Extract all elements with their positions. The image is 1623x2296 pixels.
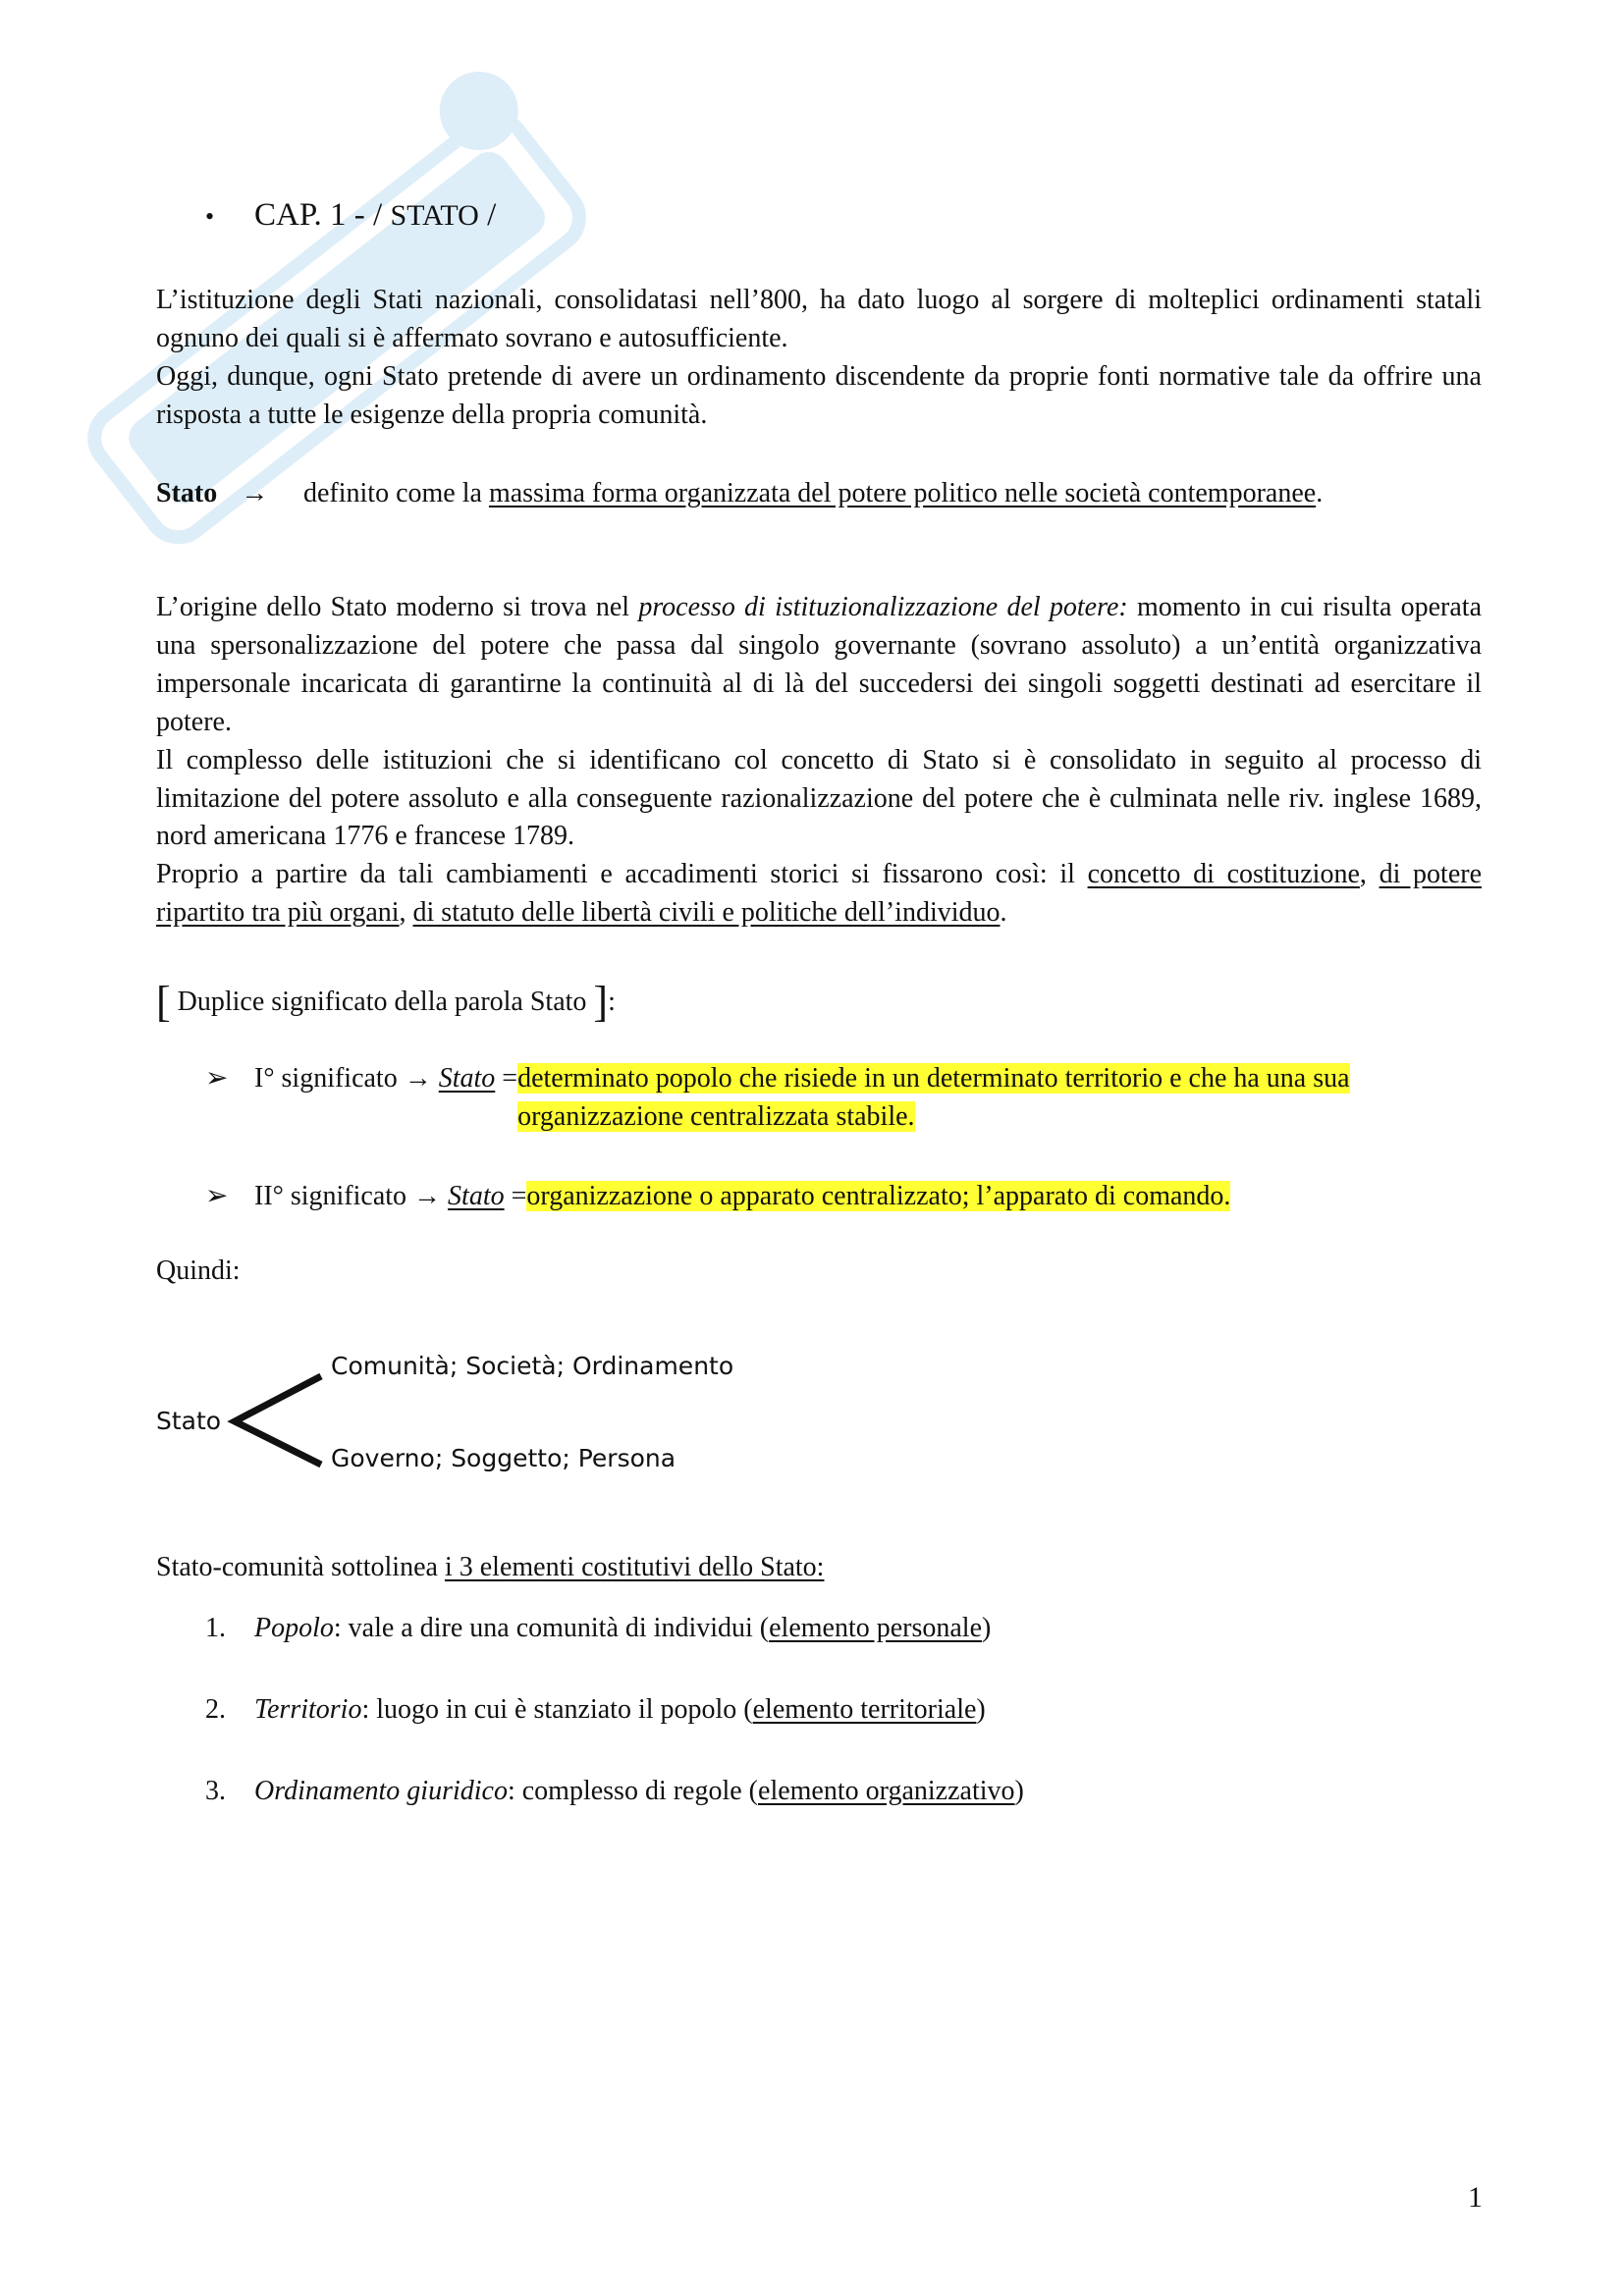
- intro-paragraph-1: L’istituzione degli Stati nazionali, consolidatasi nell’800, ha dato luogo al sorgere di molteplici ordinamenti statali ognuno dei quali si è affermato sovrano e autosufficiente.: [156, 285, 1482, 353]
- origin-italic: processo di istituzionalizzazione del potere:: [638, 592, 1128, 622]
- meaning-first-term: Stato: [438, 1063, 496, 1094]
- list-item-text: [254, 1773, 1024, 1811]
- meaning-first-eq: =: [495, 1063, 518, 1094]
- origin-lead: L’origine dello Stato moderno si trova nel: [156, 592, 639, 622]
- definition-end: .: [1316, 478, 1324, 508]
- bracket-close: ]: [593, 978, 609, 1026]
- meaning-second-label: [254, 1178, 526, 1216]
- list-item: [205, 1610, 1024, 1648]
- quindi-label: Quindi:: [156, 1255, 241, 1286]
- item-term: Ordinamento giuridico: [254, 1775, 508, 1806]
- definition-term: [156, 475, 303, 513]
- item-close: ): [1014, 1775, 1024, 1806]
- item-term: Territorio: [254, 1693, 362, 1725]
- list-item: [205, 1773, 1024, 1811]
- item-underlined: elemento organizzativo: [758, 1775, 1015, 1806]
- meaning-first-label: [254, 1060, 517, 1137]
- intro-paragraph-2: Oggi, dunque, ogni Stato pretende di avere un ordinamento discendente da proprie fonti normative tale da offrire una risposta a tutte le esigenze della propria comunità.: [156, 360, 1482, 430]
- item-desc: : vale a dire una comunità di individui (: [333, 1613, 770, 1643]
- elements-underlined: i 3 elementi costitutivi dello Stato:: [444, 1552, 825, 1582]
- meanings-title-text: Duplice significato della parola Stato: [170, 987, 594, 1017]
- origin-p3-sep-2: ,: [399, 897, 413, 929]
- arrowhead-bullet-icon: ➢: [205, 1063, 229, 1094]
- list-number: 3.: [205, 1775, 226, 1806]
- meaning-first-highlight: determinato popolo che risiede in un determinato territorio e che ha una sua organizzazione centralizzata stabile.: [517, 1063, 1350, 1132]
- page-number: 1: [1468, 2181, 1483, 2214]
- list-item-text: [254, 1610, 991, 1648]
- elements-lead-text: Stato-comunità sottolinea: [156, 1552, 445, 1582]
- stato-diagram: [156, 1335, 843, 1492]
- meaning-second-highlight: organizzazione o apparato centralizzato; l’apparato di comando.: [526, 1181, 1231, 1211]
- elements-lead: [156, 1549, 1482, 1587]
- list-item-text: [254, 1691, 986, 1730]
- meaning-first: [205, 1060, 1482, 1137]
- diagram-bottom-branch: Governo; Soggetto; Persona: [331, 1444, 676, 1472]
- item-close: ): [982, 1613, 992, 1643]
- definition-text: [303, 475, 1482, 513]
- origin-paragraph-2: Il complesso delle istituzioni che si identificano col concetto di Stato si è consolidato in seguito al processo di limitazione del potere assoluto e alla conseguente razionalizzazione del potere che è culminata nelle riv. inglese 1689, nord americana 1776 e francese 1789.: [156, 744, 1482, 852]
- origin-p3-lead: Proprio a partire da tali cambiamenti e accadimenti storici si fissarono così: il: [156, 859, 1088, 890]
- item-desc: : complesso di regole (: [507, 1775, 759, 1806]
- item-term: Popolo: [254, 1613, 334, 1643]
- definition-term-text: Stato: [156, 478, 218, 508]
- origin-paragraph-3: [156, 856, 1482, 933]
- origin-p3-sep-1: ,: [1359, 859, 1380, 890]
- item-underlined: elemento territoriale: [752, 1693, 977, 1725]
- item-underlined: elemento personale: [769, 1613, 983, 1643]
- intro-section: [156, 282, 1482, 435]
- meanings-title-colon: :: [608, 987, 616, 1017]
- chapter-heading: [205, 196, 496, 236]
- list-number: 2.: [205, 1693, 226, 1725]
- origin-p3-underline-3: di statuto delle libertà civili e politiche dell’individuo: [412, 897, 1001, 929]
- list-number: 1.: [205, 1613, 226, 1643]
- origin-section: [156, 589, 1482, 933]
- heading-word: STATO: [390, 199, 479, 232]
- arrowhead-bullet-icon: ➢: [205, 1181, 229, 1211]
- origin-rest: momento in cui risulta operata una spersonalizzazione del potere che passa dal singolo governante (sovrano assoluto) a un’entità organizzativa impersonale incaricata di garantirne la continuità al di là del succedersi dei singoli soggetti destinati ad esercitare il potere.: [156, 592, 1482, 737]
- item-desc: : luogo in cui è stanziato il popolo (: [361, 1693, 753, 1725]
- origin-p3-end: .: [1000, 897, 1007, 929]
- elements-list: [205, 1610, 1024, 1854]
- bullet-dot: •: [205, 202, 215, 231]
- list-item: [205, 1691, 1024, 1730]
- right-arrow-icon: →: [241, 478, 269, 508]
- meaning-second-label-text: II° significato →: [254, 1181, 449, 1211]
- meaning-second-text-wrap: [526, 1178, 1230, 1216]
- meaning-second: [205, 1178, 1482, 1216]
- definition-row: [156, 475, 1482, 513]
- origin-paragraph-1: [156, 589, 1482, 742]
- origin-p3-underline-2: di potere ripartito tra più organi: [156, 859, 1482, 929]
- branch-lines: [235, 1376, 321, 1465]
- bracket-open: [: [156, 978, 171, 1026]
- meanings-title: [156, 972, 1482, 1032]
- origin-p3-underline-1: concetto di costituzione: [1087, 859, 1360, 890]
- meaning-first-label-text: I° significato →: [254, 1063, 439, 1094]
- heading-prefix: CAP. 1 - /: [254, 197, 383, 233]
- definition-lead: definito come la: [303, 478, 489, 508]
- meaning-second-term: Stato: [448, 1181, 505, 1211]
- definition-underlined: massima forma organizzata del potere politico nelle società contemporanee: [488, 478, 1317, 508]
- item-close: ): [976, 1693, 986, 1725]
- meaning-second-eq: =: [504, 1181, 527, 1211]
- heading-suffix: /: [487, 197, 497, 233]
- meaning-first-text-wrap: [517, 1060, 1411, 1137]
- diagram-top-branch: Comunità; Società; Ordinamento: [331, 1352, 734, 1380]
- diagram-root: Stato: [156, 1407, 222, 1435]
